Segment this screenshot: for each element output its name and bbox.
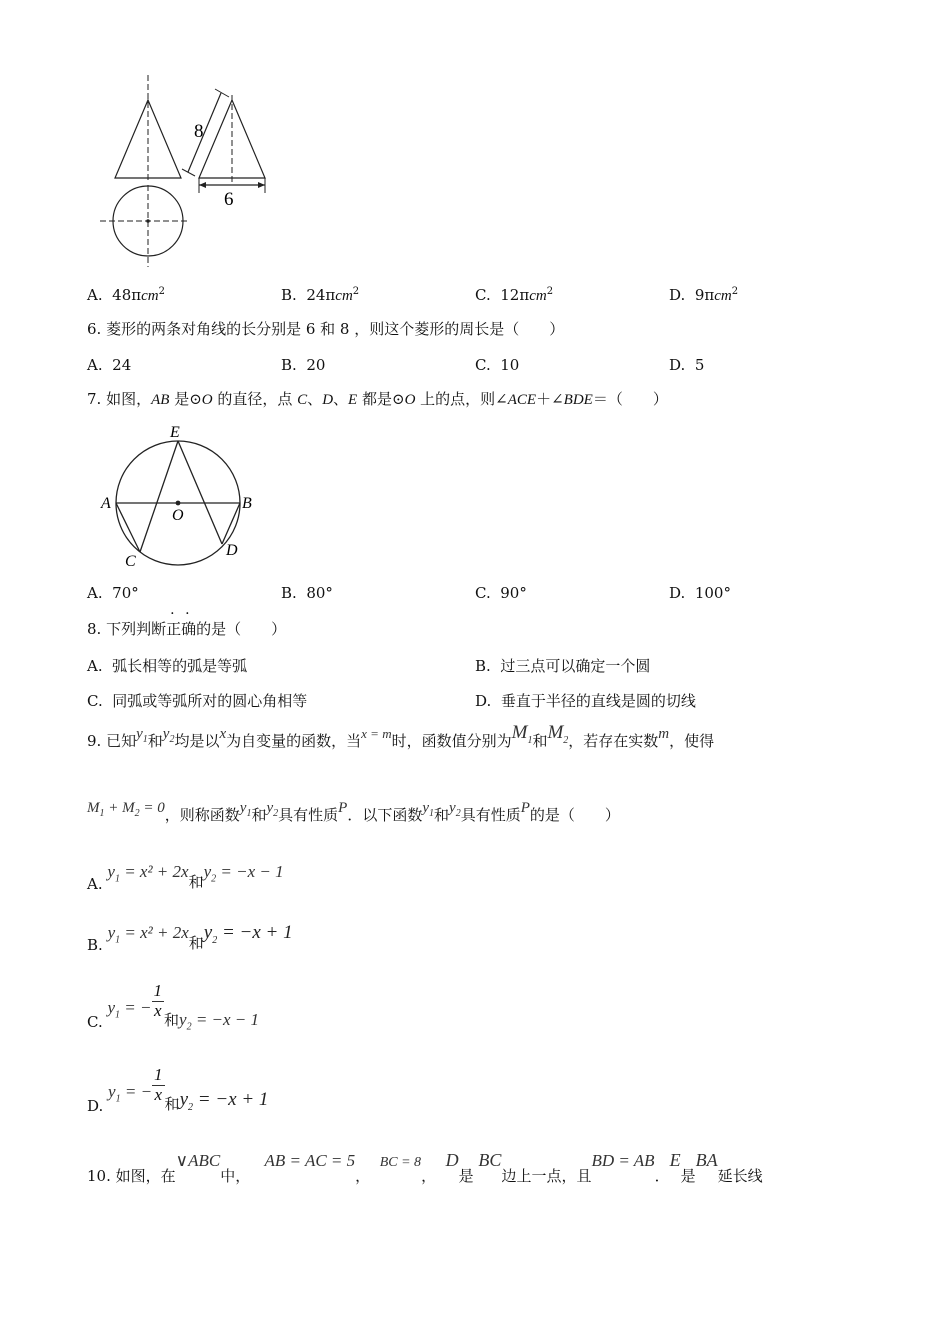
q6-option-c[interactable]: C. 10 — [475, 356, 520, 374]
label-slant: 8 — [194, 121, 204, 142]
q8-option-d[interactable]: D. 垂直于半径的直线是圆的切线 — [475, 692, 696, 710]
q10-question: 10. 如图，在∨ABC中， AB = AC = 5， BC = 8， D是 BC边上一点，且BD = AB．E是BA延长线 — [87, 1150, 763, 1185]
q8-option-a[interactable]: A. 弧长相等的弧是等弧 — [87, 657, 248, 675]
cone-three-view-figure — [95, 75, 285, 275]
q7-option-d[interactable]: D. 100° — [669, 584, 731, 602]
label-c: C — [125, 553, 136, 570]
q6-option-d[interactable]: D. 5 — [669, 356, 705, 374]
q9-question-line2: $M_1 + M_2 = 0$，则称函数$y_1$和$y_2$具有性质P．以下函数$y_1$和$y_2$具有性质P的是（ ） — [87, 800, 620, 824]
label-d: D — [226, 542, 238, 559]
q5-option-d[interactable]: D. 9πcm$^2$ — [669, 286, 739, 304]
q7-option-a[interactable]: A. 70° — [87, 584, 139, 602]
q7-question: 7. 如图，AB 是⊙O 的直径，点 C、D、E 都是⊙O 上的点，则∠ACE＋∠BDE＝（ ） — [87, 390, 668, 408]
q8-option-c[interactable]: C. 同弧或等弧所对的圆心角相等 — [87, 692, 308, 710]
q8-question: 8. 下列判断正确的是（ ） — [87, 620, 287, 638]
label-base: 6 — [224, 189, 234, 210]
q9-option-a[interactable]: A. $y_1 = x^2 + 2x$和$y_2 = -x - 1$ — [87, 862, 284, 893]
q5-option-c[interactable]: C. 12πcm$^2$ — [475, 286, 554, 304]
q7-option-c[interactable]: C. 90° — [475, 584, 527, 602]
q5-option-b[interactable]: B. 24πcm$^2$ — [281, 286, 360, 304]
label-o: O — [172, 507, 184, 524]
q9-option-c[interactable]: C. $y_1$ = − $\frac{1}{x}$ 和$y_2 = -x - 1$ — [87, 981, 260, 1033]
label-a: A — [101, 495, 111, 512]
q6-question: 6. 菱形的两条对角线的长分别是 6 和 8 ，则这个菱形的周长是（ ） — [87, 320, 565, 338]
q9-option-d[interactable]: D. $y_1$ = − $\frac{1}{x}$ 和$y_2 = -x + 1$ — [87, 1065, 269, 1116]
q6-option-b[interactable]: B. 20 — [281, 356, 326, 374]
q6-option-a[interactable]: A. 24 — [87, 356, 132, 374]
q5-option-a[interactable]: A. 48πcm$^2$ — [87, 286, 165, 304]
circle-figure — [95, 418, 265, 573]
label-e: E — [170, 424, 180, 441]
label-b: B — [242, 495, 252, 512]
q9-option-b[interactable]: B. $y_1 = x^2 + 2x$和$y_2 = -x + 1$ — [87, 922, 293, 954]
q7-option-b[interactable]: B. 80° — [281, 584, 333, 602]
q8-option-b[interactable]: B. 过三点可以确定一个圆 — [475, 657, 651, 675]
q9-question-line1: 9. 已知$y_1$和$y_2$均是以x为自变量的函数，当x = m时，函数值分别为$M_1$和$M_2$，若存在实数m，使得 — [87, 722, 715, 750]
